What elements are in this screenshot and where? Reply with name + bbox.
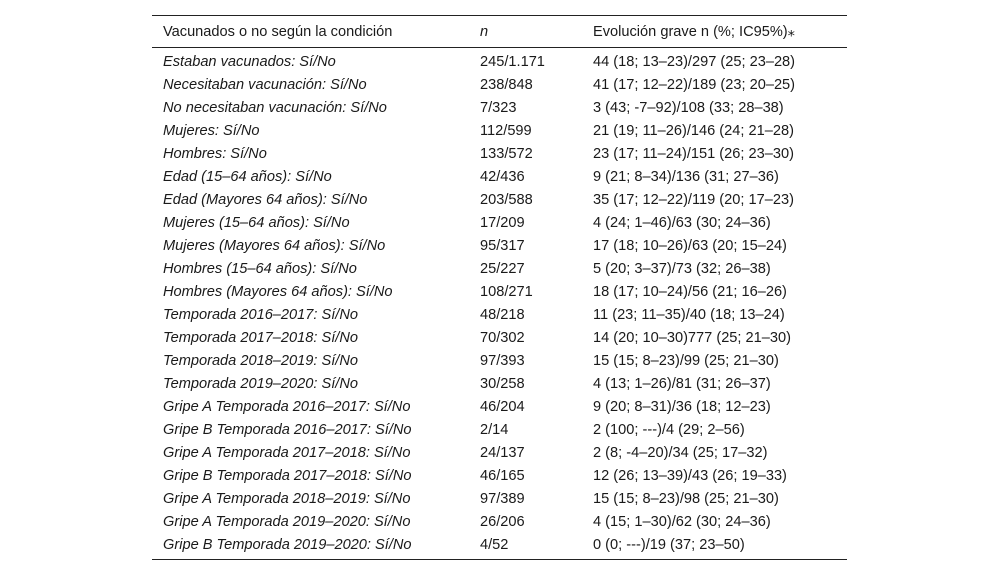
cell-n: 48/218	[480, 307, 525, 323]
table-row	[152, 511, 847, 534]
table-row	[152, 143, 847, 166]
cell-n: 30/258	[480, 376, 525, 392]
cell-condicion: Hombres (Mayores 64 años): Sí/No	[163, 284, 393, 300]
header-n: n	[480, 23, 489, 40]
table-header	[152, 16, 847, 48]
cell-n: 112/599	[480, 123, 532, 139]
table-row	[152, 419, 847, 442]
table-row	[152, 350, 847, 373]
cell-n: 245/1.171	[480, 54, 545, 70]
table-row	[152, 48, 847, 75]
cell-evolucion: 15 (15; 8–23)/98 (25; 21–30)	[593, 491, 779, 507]
cell-n: 203/588	[480, 192, 533, 208]
table-row	[152, 74, 847, 97]
cell-condicion: Mujeres: Sí/No	[163, 123, 260, 139]
cell-n: 97/393	[480, 353, 525, 369]
cell-condicion: Necesitaban vacunación: Sí/No	[163, 77, 367, 93]
cell-n: 2/14	[480, 422, 509, 438]
cell-evolucion: 4 (15; 1–30)/62 (30; 24–36)	[593, 514, 771, 530]
cell-evolucion: 44 (18; 13–23)/297 (25; 23–28)	[593, 54, 796, 70]
table-row	[152, 373, 847, 396]
table-row	[152, 189, 847, 212]
cell-n: 17/209	[480, 215, 525, 231]
cell-evolucion: 11 (23; 11–35)/40 (18; 13–24)	[593, 307, 785, 323]
cell-n: 25/227	[480, 261, 525, 277]
cell-condicion: Hombres: Sí/No	[163, 146, 267, 162]
cell-evolucion: 35 (17; 12–22)/119 (20; 17–23)	[593, 192, 794, 208]
table-row	[152, 281, 847, 304]
cell-evolucion: 15 (15; 8–23)/99 (25; 21–30)	[593, 353, 779, 369]
cell-n: 46/165	[480, 468, 525, 484]
cell-n: 70/302	[480, 330, 525, 346]
cell-condicion: Temporada 2018–2019: Sí/No	[163, 353, 358, 369]
cell-condicion: Temporada 2016–2017: Sí/No	[163, 307, 358, 323]
cell-condicion: Gripe B Temporada 2017–2018: Sí/No	[163, 468, 412, 484]
table-row	[152, 465, 847, 488]
cell-condicion: Gripe A Temporada 2017–2018: Sí/No	[163, 445, 411, 461]
cell-evolucion: 14 (20; 10–30)777 (25; 21–30)	[593, 330, 791, 346]
table-row	[152, 235, 847, 258]
header-condicion: Vacunados o no según la condición	[163, 23, 393, 40]
table-row	[152, 442, 847, 465]
cell-condicion: Gripe A Temporada 2019–2020: Sí/No	[163, 514, 411, 530]
cell-n: 238/848	[480, 77, 533, 93]
cell-condicion: Gripe B Temporada 2019–2020: Sí/No	[163, 537, 412, 553]
cell-evolucion: 17 (18; 10–26)/63 (20; 15–24)	[593, 238, 787, 254]
cell-evolucion: 41 (17; 12–22)/189 (23; 20–25)	[593, 77, 796, 93]
cell-n: 42/436	[480, 169, 525, 185]
cell-condicion: Gripe B Temporada 2016–2017: Sí/No	[163, 422, 412, 438]
table-row	[152, 120, 847, 143]
table-row	[152, 396, 847, 419]
cell-condicion: Temporada 2019–2020: Sí/No	[163, 376, 358, 392]
cell-evolucion: 12 (26; 13–39)/43 (26; 19–33)	[593, 468, 787, 484]
vaccination-outcomes-table	[152, 15, 847, 560]
table-row	[152, 488, 847, 511]
cell-evolucion: 2 (8; -4–20)/34 (25; 17–32)	[593, 445, 768, 461]
table-row	[152, 304, 847, 327]
cell-condicion: Edad (Mayores 64 años): Sí/No	[163, 192, 368, 208]
cell-condicion: Hombres (15–64 años): Sí/No	[163, 261, 357, 277]
table-row	[152, 327, 847, 350]
cell-n: 7/323	[480, 100, 517, 116]
cell-evolucion: 9 (21; 8–34)/136 (31; 27–36)	[593, 169, 779, 185]
cell-condicion: Edad (15–64 años): Sí/No	[163, 169, 332, 185]
cell-evolucion: 4 (24; 1–46)/63 (30; 24–36)	[593, 215, 771, 231]
cell-condicion: Gripe A Temporada 2018–2019: Sí/No	[163, 491, 411, 507]
header-row	[152, 16, 847, 48]
cell-condicion: Temporada 2017–2018: Sí/No	[163, 330, 358, 346]
cell-condicion: Estaban vacunados: Sí/No	[163, 54, 336, 70]
cell-evolucion: 18 (17; 10–24)/56 (21; 16–26)	[593, 284, 787, 300]
cell-n: 26/206	[480, 514, 525, 530]
table-row	[152, 212, 847, 235]
cell-evolucion: 5 (20; 3–37)/73 (32; 26–38)	[593, 261, 771, 277]
table-row	[152, 97, 847, 120]
table-row	[152, 534, 847, 560]
data-table-container	[152, 15, 847, 560]
cell-n: 95/317	[480, 238, 525, 254]
cell-condicion: Mujeres (15–64 años): Sí/No	[163, 215, 350, 231]
cell-condicion: Gripe A Temporada 2016–2017: Sí/No	[163, 399, 411, 415]
table-row	[152, 166, 847, 189]
table-row	[152, 258, 847, 281]
cell-condicion: No necesitaban vacunación: Sí/No	[163, 100, 387, 116]
cell-condicion: Mujeres (Mayores 64 años): Sí/No	[163, 238, 386, 254]
cell-n: 133/572	[480, 146, 533, 162]
header-evolucion: Evolución grave n (%; IC95%)⁎	[593, 24, 795, 40]
cell-n: 108/271	[480, 284, 533, 300]
cell-evolucion: 21 (19; 11–26)/146 (24; 21–28)	[593, 123, 794, 139]
cell-evolucion: 9 (20; 8–31)/36 (18; 12–23)	[593, 399, 771, 415]
cell-n: 4/52	[480, 537, 509, 553]
cell-evolucion: 4 (13; 1–26)/81 (31; 26–37)	[593, 376, 771, 392]
cell-evolucion: 0 (0; ---)/19 (37; 23–50)	[593, 537, 745, 553]
table-body	[152, 48, 847, 560]
cell-evolucion: 23 (17; 11–24)/151 (26; 23–30)	[593, 146, 794, 162]
cell-n: 97/389	[480, 491, 525, 507]
cell-evolucion: 2 (100; ---)/4 (29; 2–56)	[593, 422, 745, 438]
cell-n: 24/137	[480, 445, 525, 461]
cell-n: 46/204	[480, 399, 525, 415]
cell-evolucion: 3 (43; -7–92)/108 (33; 28–38)	[593, 100, 784, 116]
